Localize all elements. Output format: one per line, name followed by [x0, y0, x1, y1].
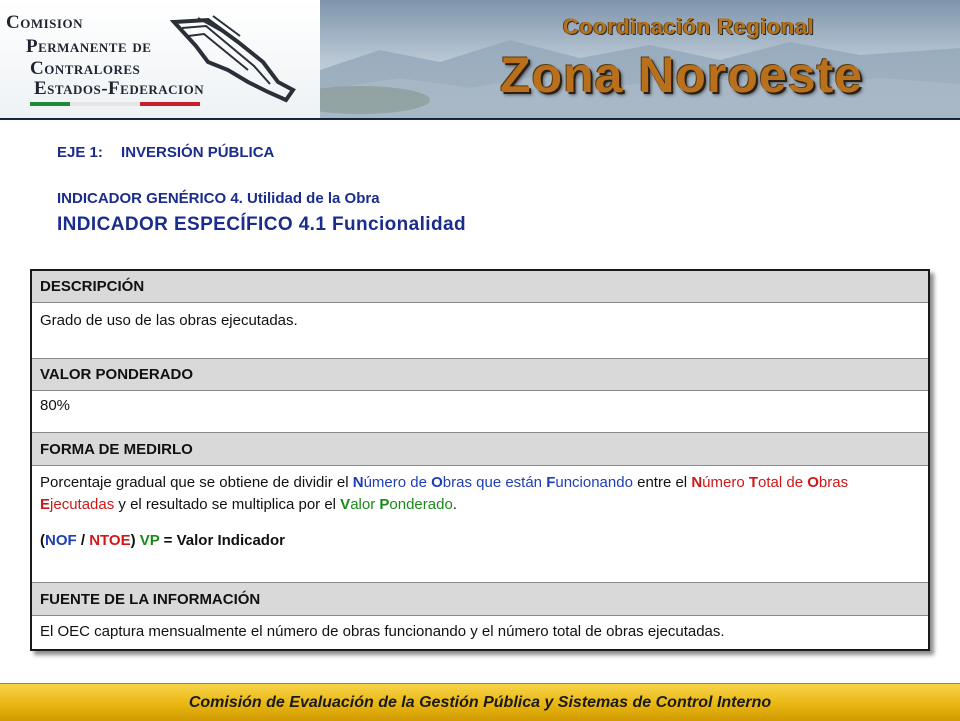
mexico-map-emblem-icon: [168, 12, 308, 112]
forma-segment: E: [40, 496, 51, 513]
banner-title: Zona Noroeste: [500, 47, 864, 103]
valor-value: 80%: [40, 397, 71, 414]
fuente-cell: [32, 616, 928, 649]
flag-stripe-green: [30, 102, 70, 106]
eje-number: EJE 1:: [57, 144, 103, 161]
forma-segment: F: [546, 474, 556, 491]
forma-description: [40, 472, 920, 516]
logo-line-1: Comision: [6, 12, 83, 33]
header-divider: [0, 118, 960, 120]
footer-text: Comisión de Evaluación de la Gestión Pública y Sistemas de Control Interno: [188, 693, 772, 711]
flag-stripe-white: [70, 102, 140, 106]
forma-segment: .: [452, 496, 457, 513]
eje-name: INVERSIÓN PÚBLICA: [121, 144, 275, 161]
forma-segment: Porcentaje gradual que se obtiene de dividir el: [40, 474, 353, 491]
forma-cell: [32, 466, 928, 583]
forma-segment: O: [431, 474, 443, 491]
logo-line-4: Estados-Federacion: [34, 78, 205, 99]
banner-subtitle: Coordinación Regional: [563, 14, 815, 39]
logo-line-2: Permanente de: [26, 36, 152, 57]
forma-header: [32, 433, 928, 466]
descripcion-cell: [32, 303, 928, 359]
forma-segment: N: [691, 474, 703, 491]
formula-nof: NOF: [45, 532, 77, 549]
formula-close: ): [130, 532, 136, 549]
fuente-label: FUENTE DE LA INFORMACIÓN: [40, 590, 261, 608]
forma-segment: T: [748, 474, 759, 491]
descripcion-value: Grado de uso de las obras ejecutadas.: [40, 312, 298, 329]
fuente-header: [32, 583, 928, 616]
formula-ntoe: NTOE: [89, 532, 131, 549]
formula-line: [40, 530, 920, 552]
formula-slash: /: [76, 532, 90, 549]
valor-label: VALOR PONDERADO: [40, 366, 194, 383]
descripcion-label: DESCRIPCIÓN: [40, 278, 145, 295]
forma-segment: jecutadas: [50, 496, 115, 513]
forma-segment: onderado: [389, 496, 453, 513]
forma-label: FORMA DE MEDIRLO: [40, 440, 193, 458]
indicator-table: [30, 269, 930, 651]
footer-bar: [0, 683, 960, 721]
logo-panel: [0, 0, 320, 118]
header-banner: [0, 0, 960, 120]
logo-line-3: Contralores: [30, 58, 141, 79]
fuente-value: El OEC captura mensualmente el número de obras funcionando y el número total de obras ejecutadas.: [40, 623, 725, 640]
forma-segment: O: [807, 474, 819, 491]
formula-rest: = Valor Indicador: [159, 532, 285, 549]
formula-open: (: [40, 532, 45, 549]
forma-segment: N: [352, 474, 364, 491]
forma-segment: entre el: [632, 474, 692, 491]
forma-segment: V: [340, 496, 351, 513]
formula-vp: VP: [135, 532, 160, 549]
forma-segment: uncionando: [555, 474, 633, 491]
valor-header: [32, 359, 928, 391]
forma-segment: P: [379, 496, 390, 513]
forma-segment: úmero: [702, 474, 749, 491]
indicador-generico: INDICADOR GENÉRICO 4. Utilidad de la Obra: [57, 190, 380, 207]
forma-segment: bras: [818, 474, 849, 491]
forma-segment: y el resultado se multiplica por el: [114, 496, 341, 513]
valor-cell: [32, 391, 928, 433]
forma-segment: alor: [350, 496, 380, 513]
eje-heading: [57, 144, 274, 161]
descripcion-header: [32, 271, 928, 303]
indicador-especifico: INDICADOR ESPECÍFICO 4.1 Funcionalidad: [57, 214, 466, 235]
forma-segment: bras que están: [442, 474, 547, 491]
forma-segment: otal de: [758, 474, 808, 491]
forma-segment: úmero de: [363, 474, 432, 491]
